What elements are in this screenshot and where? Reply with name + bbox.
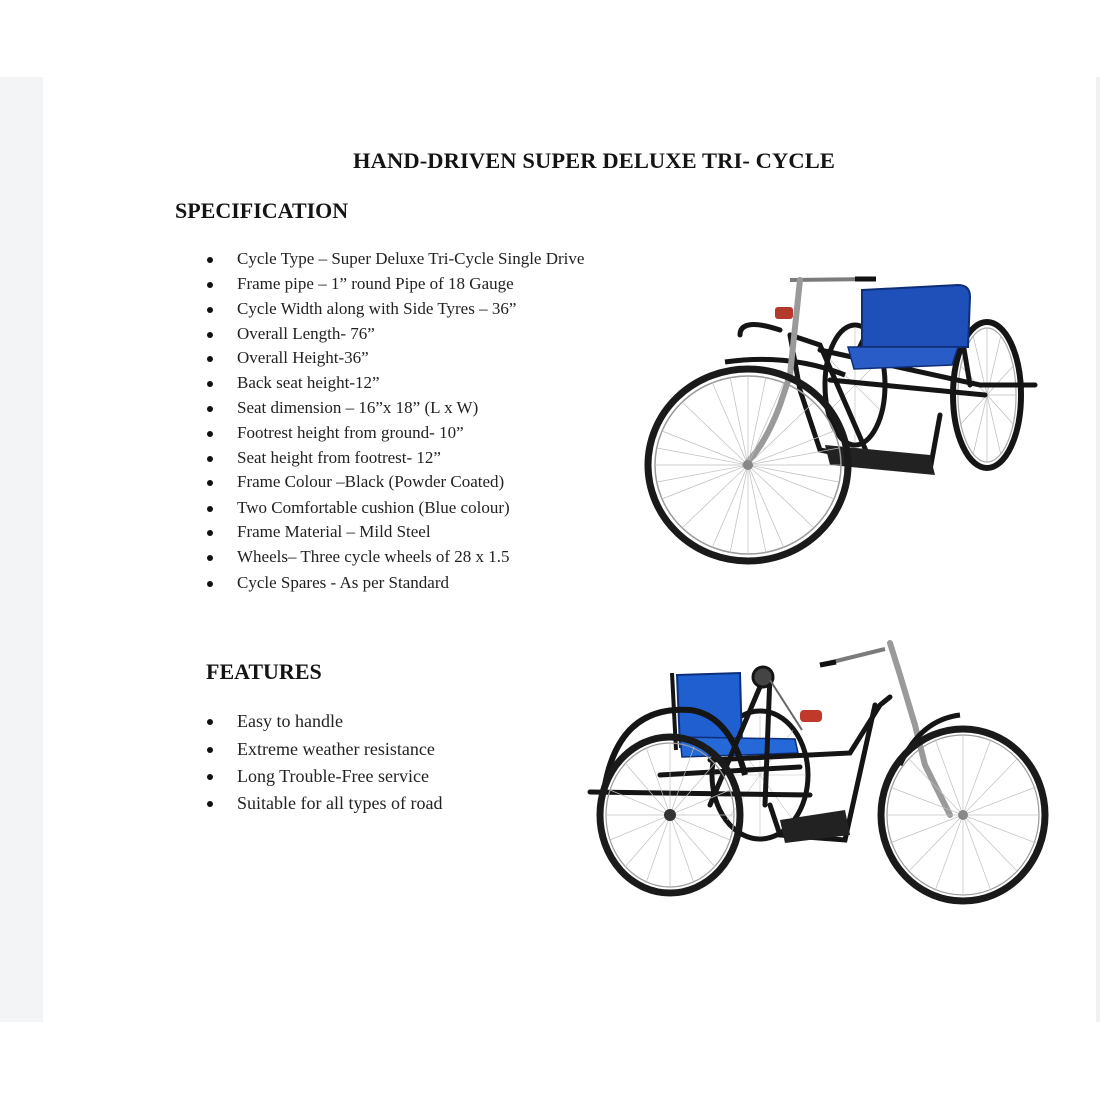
bullet-icon [207, 774, 213, 780]
bullet-icon [207, 456, 213, 462]
specification-heading: SPECIFICATION [175, 198, 349, 223]
viewer-right-margin [1096, 77, 1100, 1022]
bullet-icon [207, 356, 213, 362]
bullet-icon [207, 530, 213, 536]
front-wheel [648, 369, 848, 561]
tricycle-side-view-image [580, 635, 1055, 905]
bullet-icon [207, 719, 213, 725]
bullet-icon [207, 506, 213, 512]
bullet-icon [207, 555, 213, 561]
document-title: HAND-DRIVEN SUPER DELUXE TRI- CYCLE [353, 148, 835, 173]
bullet-icon [207, 581, 213, 587]
bullet-icon [207, 801, 213, 807]
bullet-icon [207, 257, 213, 263]
bullet-icon [207, 282, 213, 288]
bullet-icon [207, 747, 213, 753]
bullet-icon [207, 480, 213, 486]
bullet-icon [207, 332, 213, 338]
tricycle-front-view-image [640, 265, 1050, 570]
viewer-left-margin [0, 77, 43, 1022]
bullet-icon [207, 307, 213, 313]
bullet-icon [207, 406, 213, 412]
features-heading: FEATURES [206, 659, 322, 684]
bullet-icon [207, 431, 213, 437]
bullet-icon [207, 381, 213, 387]
